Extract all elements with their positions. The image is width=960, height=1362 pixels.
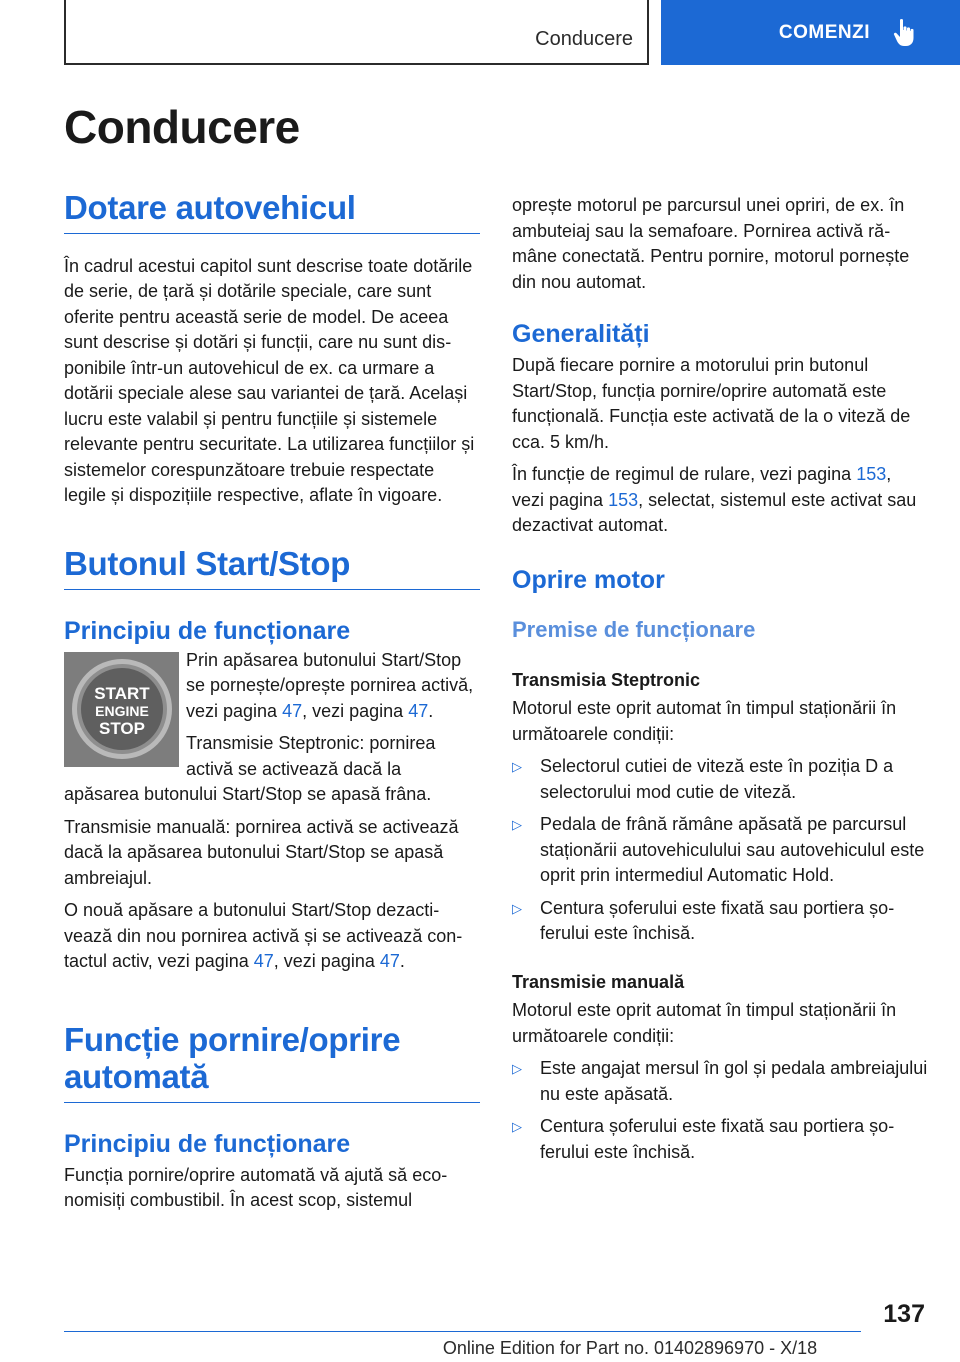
heading-functie-pornire-oprire: Funcție pornire/oprire automată (64, 1022, 480, 1103)
triangle-bullet-icon: ▷ (512, 759, 522, 775)
text-span: . (399, 951, 405, 972)
page-number: 137 (883, 1300, 925, 1328)
list-item-text: Pedala de frână rămâne apăsată pe parcursul staționării autovehiculului sau autovehiculul este oprit prin intermediul Automatic Hold. (540, 814, 925, 886)
comenzi-button[interactable] (661, 0, 960, 65)
subheading-principiu-start-stop: Principiu de funcționare (64, 616, 351, 645)
manual-conditions-list (512, 1056, 928, 1165)
list-item (512, 812, 928, 889)
text-span: . (428, 700, 434, 721)
triangle-bullet-icon: ▷ (512, 1061, 522, 1077)
comenzi-button-label: COMENZI (778, 21, 870, 43)
header-section-box (64, 0, 649, 65)
subheading-premise: Premise de funcționare (512, 616, 756, 642)
list-item-text: Este angajat mersul în gol și pedala ambreiajului nu este apăsată. (540, 1058, 928, 1104)
triangle-bullet-icon: ▷ (512, 817, 522, 833)
heading-oprire-motor: Oprire motor (512, 565, 665, 594)
heading-butonul-start-stop: Butonul Start/Stop (64, 546, 480, 590)
paragraph-auto-start-stop: Funcția pornire/oprire automată vă ajută să economisiți combustibil. În acest scop, sistemul (64, 1164, 448, 1211)
text-span: Prin apăsarea butonului Start/Stop se pornește/oprește pornirea activă, vezi pagina (186, 649, 474, 721)
heading-manual: Transmisie manuală (512, 971, 685, 992)
list-item-text: Selectorul cutiei de viteză este în poziția D a selectorului mod cutie de viteză. (540, 756, 894, 802)
list-item-text: Centura șoferului este fixată sau portiera șoferului este închisă. (540, 1116, 895, 1162)
text-span: O nouă apăsare a butonului Start/Stop dezactivează din nou pornirea activă și se activează contactul activ, vezi pagina (64, 900, 463, 972)
list-item (512, 1056, 928, 1107)
text-span: , vezi pagina (512, 464, 892, 510)
page-link-47[interactable]: 47 (253, 951, 274, 972)
list-item-text: Centura șoferului este fixată sau portiera șoferului este închisă. (540, 897, 895, 944)
text-span: , vezi pagina (302, 700, 409, 721)
left-column (64, 190, 480, 1214)
start-stop-button-image (64, 652, 179, 767)
heading-steptronic: Transmisia Steptronic (512, 669, 701, 690)
footer-edition: Online Edition for Part no. 01402896970 - X/18 (442, 1338, 818, 1358)
steptronic-conditions-list (512, 754, 928, 947)
paragraph-manual-start: Transmisie manuală: pornirea activă se activează dacă la apăsarea butonului Start/Stop se apasă ambreiajul. (64, 816, 459, 888)
subheading-principiu-auto: Principiu de funcționare (64, 1129, 351, 1158)
page-link-47[interactable]: 47 (408, 700, 429, 721)
right-column (512, 193, 928, 1165)
page-title: Conducere (64, 101, 300, 153)
paragraph-steptronic-intro: Motorul este oprit automat în timpul staționării în următoarele condiții: (512, 698, 897, 744)
list-item (512, 754, 928, 805)
page-link-153[interactable]: 153 (608, 489, 639, 510)
heading-dotare-autovehicul: Dotare autovehicul (64, 190, 480, 234)
triangle-bullet-icon: ▷ (512, 900, 522, 916)
paragraph-repress (64, 898, 480, 975)
pointing-hand-icon (892, 18, 918, 48)
paragraph-auto-start-stop-cont: oprește motorul pe parcursul unei opriri, de ex. în ambuteiaj sau la semafoare. Pornirea activă rămâne conectată. Pentru pornire, motorul pornește din nou automat. (512, 195, 910, 292)
page-link-153[interactable]: 153 (856, 464, 887, 484)
image-text-start: START (93, 684, 150, 704)
start-engine-stop-icon (70, 657, 174, 761)
heading-generalitati: Generalități (512, 320, 650, 348)
paragraph-regim-rulare (512, 462, 928, 539)
text-span: , vezi pagina (273, 951, 380, 972)
paragraph-manual-intro: Motorul este oprit automat în timpul staționării în următoarele condiții: (512, 1000, 897, 1046)
start-stop-block (64, 648, 480, 808)
image-text-engine: ENGINE (94, 703, 149, 720)
paragraph-steptronic-start: Transmisie Steptronic: pornirea activă se activează dacă la apăsarea butonului Start/Stop se apasă frâna. (64, 733, 436, 805)
paragraph-dotare: În cadrul acestui capitol sunt descrise toate dotările de serie, de țară și dotările speciale, care sunt oferite pentru această serie de model. De aceea sunt descrise și dotări și funcții, care nu sunt disponibile într-un autovehicul de ex. ca urmare a dotării speciale alese sau variantei de țară. Același lucru este valabil și pentru funcțiile și sistemele relevante pentru securitate. La utilizarea funcțiilor și sistemelor corespunzătoare trebuie respectate legile și dispozițiile respective, aflate în vigoare. (64, 255, 475, 506)
paragraph-generalitati: După fiecare pornire a motorului prin butonul Start/Stop, funcția pornire/oprire automată este funcțională. Funcția este activată de la o viteză de cca. 5 km/h. (512, 355, 911, 452)
page-link-47[interactable]: 47 (282, 700, 303, 721)
image-text-stop: STOP (98, 719, 145, 739)
list-item (512, 1114, 928, 1165)
list-item (512, 896, 928, 947)
triangle-bullet-icon: ▷ (512, 1119, 522, 1135)
text-span: , selectat, sistemul este activat sau dezactivat automat. (512, 489, 917, 535)
header-section-title: Conducere (535, 28, 633, 50)
text-span: În funcție de regimul de rulare, vezi pagina (512, 464, 857, 484)
page-link-47[interactable]: 47 (379, 951, 400, 972)
footer-divider (64, 1331, 861, 1332)
